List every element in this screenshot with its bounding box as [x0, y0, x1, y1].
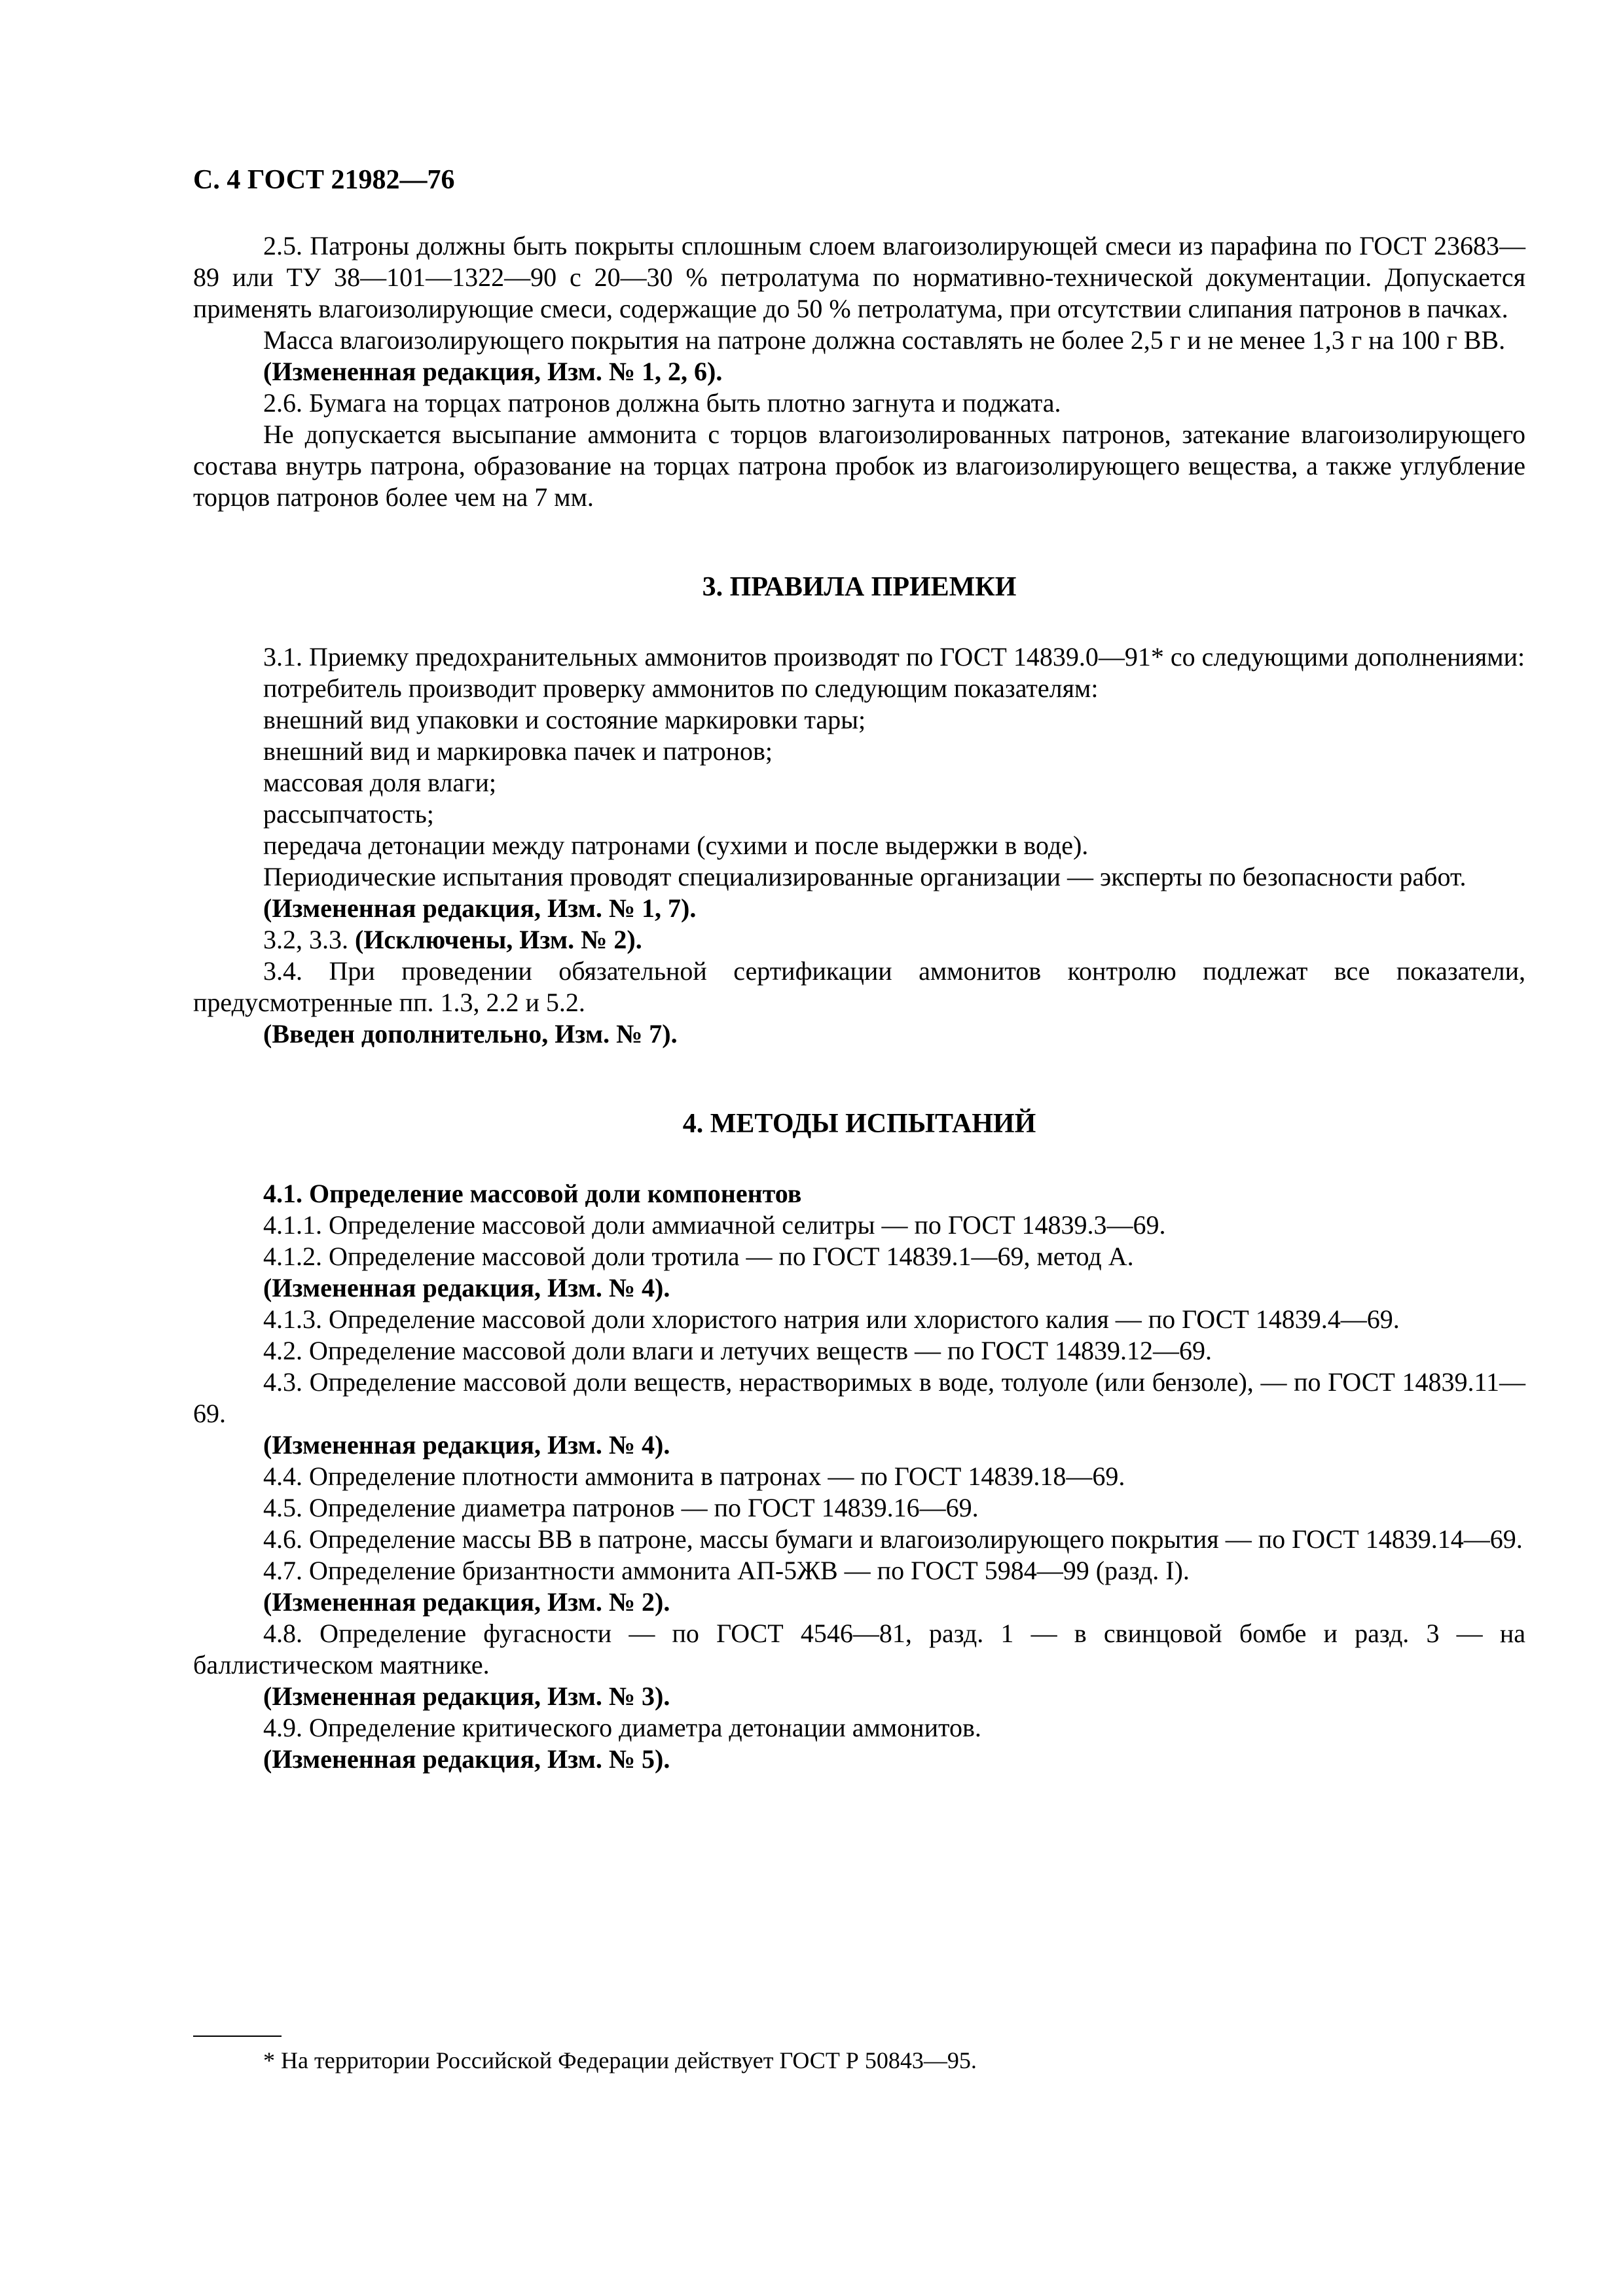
- paragraph-4-3: 4.3. Определение массовой доли веществ, нерастворимых в воде, толуоле (или бензоле), — по ГОСТ 14839.11—69.: [193, 1367, 1525, 1428]
- paragraph-4-1-2: 4.1.2. Определение массовой доли тротила — по ГОСТ 14839.1—69, метод А.: [263, 1242, 1134, 1271]
- list-item: массовая доля влаги;: [263, 768, 496, 797]
- footnote-divider: [193, 2036, 282, 2037]
- section-3-title: 3. ПРАВИЛА ПРИЕМКИ: [702, 572, 1017, 602]
- list-item: внешний вид упаковки и состояние маркировки тары;: [263, 705, 866, 734]
- paragraph-2-6: 2.6. Бумага на торцах патронов должна быть плотно загнута и поджата.: [263, 388, 1061, 418]
- change-note: (Измененная редакция, Изм. № 1, 7).: [263, 893, 697, 923]
- paragraph-periodic-tests: Периодические испытания проводят специализированные организации — эксперты по безопасности работ.: [263, 862, 1467, 891]
- change-note: (Исключены, Изм. № 2).: [355, 925, 642, 954]
- list-item: внешний вид и маркировка пачек и патронов;: [263, 736, 773, 766]
- paragraph-2-5-mass: Масса влагоизолирующего покрытия на патроне должна составлять не более 2,5 г и не менее 1,3 г на 100 г ВВ.: [263, 325, 1506, 355]
- change-note: (Измененная редакция, Изм. № 1, 2, 6).: [263, 357, 723, 386]
- paragraph-4-7: 4.7. Определение бризантности аммонита АП-5ЖВ — по ГОСТ 5984—99 (разд. I).: [263, 1556, 1190, 1585]
- paragraph-2-5: 2.5. Патроны должны быть покрыты сплошным слоем влагоизолирующей смеси из парафина по ГОСТ 23683—89 или ТУ 38—101—1322—90 с 20—30 % петролатума по нормативно-технической документации. Допускается применять влагоизолирующие смеси, содержащие до 50 % петролатума, при отсутствии слипания патронов в пачках.: [193, 231, 1525, 323]
- change-note: (Измененная редакция, Изм. № 4).: [263, 1273, 670, 1302]
- subsection-4-1-title: 4.1. Определение массовой доли компонентов: [263, 1179, 802, 1208]
- change-note: (Измененная редакция, Изм. № 3).: [263, 1681, 670, 1711]
- section-4-title: 4. МЕТОДЫ ИСПЫТАНИЙ: [682, 1109, 1036, 1139]
- paragraph-4-2: 4.2. Определение массовой доли влаги и летучих веществ — по ГОСТ 14839.12—69.: [263, 1336, 1213, 1365]
- paragraph-4-4: 4.4. Определение плотности аммонита в патронах — по ГОСТ 14839.18—69.: [263, 1462, 1125, 1491]
- paragraph-4-8: 4.8. Определение фугасности — по ГОСТ 4546—81, разд. 1 — в свинцовой бомбе и разд. 3 — на баллистическом маятнике.: [193, 1619, 1525, 1679]
- paragraph-4-6: 4.6. Определение массы ВВ в патроне, массы бумаги и влагоизолирующего покрытия — по ГОСТ 14839.14—69.: [263, 1524, 1523, 1554]
- list-item: потребитель производит проверку аммонитов по следующим показателям:: [263, 673, 1099, 703]
- paragraph-4-9: 4.9. Определение критического диаметра детонации аммонитов.: [263, 1713, 981, 1742]
- paragraph-4-1-3: 4.1.3. Определение массовой доли хлористого натрия или хлористого калия — по ГОСТ 14839.4—69.: [263, 1304, 1400, 1334]
- page-header: С. 4 ГОСТ 21982—76: [193, 165, 455, 195]
- document-page: [193, 164, 1525, 1775]
- paragraph-4-1-1: 4.1.1. Определение массовой доли аммиачной селитры — по ГОСТ 14839.3—69.: [263, 1210, 1166, 1240]
- change-note: (Измененная редакция, Изм. № 2).: [263, 1587, 670, 1617]
- list-item: передача детонации между патронами (сухими и после выдержки в воде).: [263, 831, 1089, 860]
- paragraph-3-4: 3.4. При проведении обязательной сертификации аммонитов контролю подлежат все показатели, предусмотренные пп. 1.3, 2.2 и 5.2.: [193, 956, 1525, 1017]
- paragraph-3-2: [193, 924, 1525, 956]
- change-note: (Измененная редакция, Изм. № 4).: [263, 1430, 670, 1460]
- paragraph-2-6-detail: Не допускается высыпание аммонита с торцов влагоизолированных патронов, затекание влагоизолирующего состава внутрь патрона, образование на торцах патрона пробок из влагоизолирующего вещества, а также углубление торцов патронов более чем на 7 мм.: [193, 420, 1525, 512]
- footnote-area: [193, 2036, 1525, 2075]
- change-note: (Введен дополнительно, Изм. № 7).: [263, 1019, 678, 1049]
- list-item: рассыпчатость;: [263, 799, 434, 829]
- paragraph-4-5: 4.5. Определение диаметра патронов — по ГОСТ 14839.16—69.: [263, 1493, 979, 1522]
- paragraph-3-1: 3.1. Приемку предохранительных аммонитов производят по ГОСТ 14839.0—91* со следующими дополнениями:: [263, 642, 1525, 672]
- change-note: (Измененная редакция, Изм. № 5).: [263, 1744, 670, 1774]
- paragraph-number: 3.2, 3.3.: [263, 925, 348, 954]
- footnote: * На территории Российской Федерации действует ГОСТ Р 50843—95.: [263, 2047, 977, 2073]
